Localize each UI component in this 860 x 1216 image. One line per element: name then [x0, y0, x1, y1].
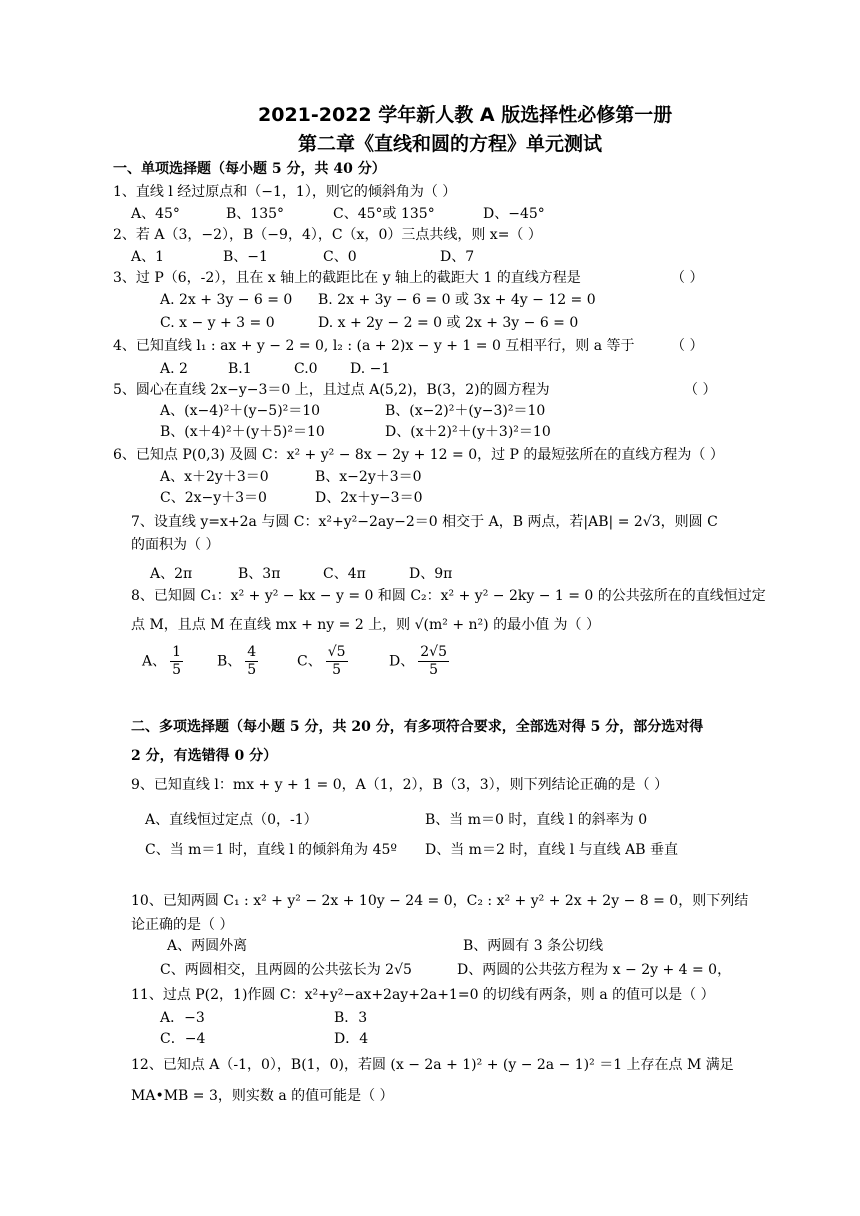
question-4-stem: 4、已知直线 l₁ : ax + y − 2 = 0, l₂ : (a + 2)x − y + 1 = 0 互相平行，则 a 等于: [113, 338, 635, 354]
question-10-stem-line1: 10、已知两圆 C₁ : x² + y² − 2x + 10y − 24 = 0，C₂ : x² + y² + 2x + 2y − 8 = 0，则下列结: [131, 893, 749, 909]
q8-option-a-numerator: 1: [172, 644, 182, 660]
question-3-paren: （ ）: [671, 270, 704, 286]
question-8-stem-line1: 8、已知圆 C₁：x² + y² − kx − y = 0 和圆 C₂：x² + y² − 2ky − 1 = 0 的公共弦所在的直线恒过定: [131, 588, 766, 604]
q6-option-c: C、2x−y＋3＝0: [160, 490, 267, 506]
q6-option-d: D、2x＋y−3＝0: [315, 490, 423, 506]
q10-option-a: A、两圆外离: [167, 938, 248, 954]
question-4-options: [160, 361, 390, 378]
question-10-stem-line2: 论正确的是（ ）: [131, 917, 234, 933]
question-8-options: [142, 644, 453, 679]
question-9-stem: 9、已知直线 l：mx + y + 1 = 0，A（1，2），B（3，3），则下列结论正确的是（ ）: [131, 777, 669, 793]
q8-option-b: B、 $\frac{4}{5}$: [217, 644, 257, 678]
question-6-stem: 6、已知点 P(0,3) 及圆 C：x² + y² − 8x − 2y + 12 = 0，过 P 的最短弦所在的直线方程为（ ）: [113, 447, 724, 463]
q4-option-b: B.1: [228, 361, 252, 377]
question-7-stem-line2: 的面积为（ ）: [131, 537, 220, 553]
q9-option-c: C、当 m＝1 时，直线 l 的倾斜角为 45º: [145, 842, 398, 858]
q6-option-a: A、x＋2y＋3＝0: [160, 469, 269, 485]
q3-option-d: D. x + 2y − 2 = 0 或 2x + 3y − 6 = 0: [318, 315, 579, 331]
q10-option-b: B、两圆有 3 条公切线: [463, 938, 604, 954]
q3-option-b: B. 2x + 3y − 6 = 0 或 3x + 4y − 12 = 0: [318, 292, 596, 308]
q8-option-b-denominator: 5: [247, 661, 257, 678]
q7-option-d: D、9π: [409, 566, 453, 582]
question-3-stem: 3、过 P（6，-2），且在 x 轴上的截距比在 y 轴上的截距大 1 的直线方程是: [113, 270, 581, 286]
q7-option-c: C、4π: [323, 566, 366, 582]
question-7-stem-line1: 7、设直线 y=x+2a 与圆 C：x²+y²−2ay−2＝0 相交于 A，B 两点，若|AB| = 2√3，则圆 C: [131, 514, 718, 530]
q5-option-d: D、(x＋2)²＋(y＋3)²＝10: [385, 424, 551, 440]
q8-option-d-denominator: 5: [429, 661, 439, 678]
question-4-paren: （ ）: [671, 338, 704, 354]
q11-option-a: A．−3: [160, 1010, 205, 1026]
document-title-line1: 2021-2022 学年新人教 A 版选择性必修第一册: [258, 104, 673, 126]
q8-option-b-numerator: 4: [247, 644, 257, 660]
q10-option-d: D、两圆的公共弦方程为 x − 2y + 4 = 0，: [457, 962, 732, 978]
q8-option-d: D、 $\frac{2√5}{5}$: [389, 644, 447, 678]
q11-option-c: C．−4: [160, 1031, 206, 1047]
q5-option-a: A、(x−4)²＋(y−5)²＝10: [160, 403, 321, 419]
question-2-stem: 2、若 A（3，−2），B（−9，4），C（x，0）三点共线，则 x=（ ）: [113, 227, 542, 243]
q4-option-d: D. −1: [350, 361, 391, 377]
q2-option-a: A、1: [131, 249, 165, 265]
question-12-stem-line1: 12、已知点 A（-1，0），B(1，0)，若圆 (x − 2a + 1)² + (y − 2a − 1)² ＝1 上存在点 M 满足: [131, 1057, 734, 1073]
q5-option-c: B、(x＋4)²＋(y＋5)²＝10: [160, 424, 325, 440]
q8-option-c-denominator: 5: [332, 661, 342, 678]
q4-option-a: A. 2: [160, 361, 188, 377]
question-8-stem-line2: 点 M，且点 M 在直线 mx + ny = 2 上，则 √(m² + n²) 的最小值 为（ ）: [131, 617, 600, 633]
q8-option-d-numerator: 2√5: [420, 644, 447, 660]
document-title-line2: 第二章《直线和圆的方程》单元测试: [298, 133, 603, 155]
q10-option-c: C、两圆相交，且两圆的公共弦长为 2√5: [160, 962, 412, 978]
q1-option-d: D、−45°: [483, 206, 545, 222]
q2-option-d: D、7: [440, 249, 475, 265]
question-5-paren: （ ）: [684, 382, 717, 398]
question-1-stem: 1、直线 l 经过原点和（−1，1），则它的倾斜角为（ ）: [113, 184, 457, 200]
q8-option-a: A、 $\frac{1}{5}$: [142, 644, 182, 678]
question-11-stem: 11、过点 P(2，1)作圆 C：x²+y²−ax+2ay+2a+1=0 的切线有两条，则 a 的值可以是（ ）: [131, 987, 715, 1003]
q11-option-d: D．4: [334, 1031, 369, 1047]
q1-option-b: B、135°: [226, 206, 285, 222]
q2-option-b: B、−1: [223, 249, 268, 265]
q7-option-a: A、2π: [150, 566, 193, 582]
q4-option-c: C.0: [294, 361, 318, 377]
q11-option-b: B．3: [334, 1010, 368, 1026]
q9-option-b: B、当 m＝0 时，直线 l 的斜率为 0: [425, 812, 648, 828]
q3-option-a: A. 2x + 3y − 6 = 0: [160, 292, 293, 308]
q7-option-b: B、3π: [238, 566, 281, 582]
q8-option-c-numerator: √5: [327, 644, 346, 660]
q8-option-c: C、 $\frac{√5}{5}$: [297, 644, 346, 678]
q9-option-d: D、当 m＝2 时，直线 l 与直线 AB 垂直: [425, 842, 678, 858]
question-5-stem: 5、圆心在直线 2x−y−3＝0 上，且过点 A(5,2)，B(3，2)的圆方程为: [113, 382, 550, 398]
q8-option-a-denominator: 5: [172, 661, 182, 678]
question-2-options: [131, 249, 474, 266]
q9-option-a: A、直线恒过定点（0，-1）: [145, 812, 318, 828]
section-heading-multiple-choice-line2: 2 分，有选错得 0 分）: [131, 748, 278, 764]
q1-option-c: C、45°或 135°: [333, 206, 435, 222]
section-heading-multiple-choice-line1: 二、多项选择题（每小题 5 分，共 20 分，有多项符合要求，全部选对得 5 分，部分选对得: [131, 719, 704, 735]
q6-option-b: B、x−2y＋3＝0: [315, 469, 422, 485]
question-1-options: [131, 206, 545, 223]
section-heading-single-choice: 一、单项选择题（每小题 5 分，共 40 分）: [113, 161, 386, 177]
question-12-stem-line2: MA•MB = 3，则实数 a 的值可能是（ ）: [131, 1088, 394, 1104]
q2-option-c: C、0: [323, 249, 357, 265]
q3-option-c: C. x − y + 3 = 0: [160, 315, 275, 331]
question-7-options: [150, 566, 452, 583]
q5-option-b: B、(x−2)²＋(y−3)²＝10: [385, 403, 546, 419]
q1-option-a: A、45°: [131, 206, 180, 222]
